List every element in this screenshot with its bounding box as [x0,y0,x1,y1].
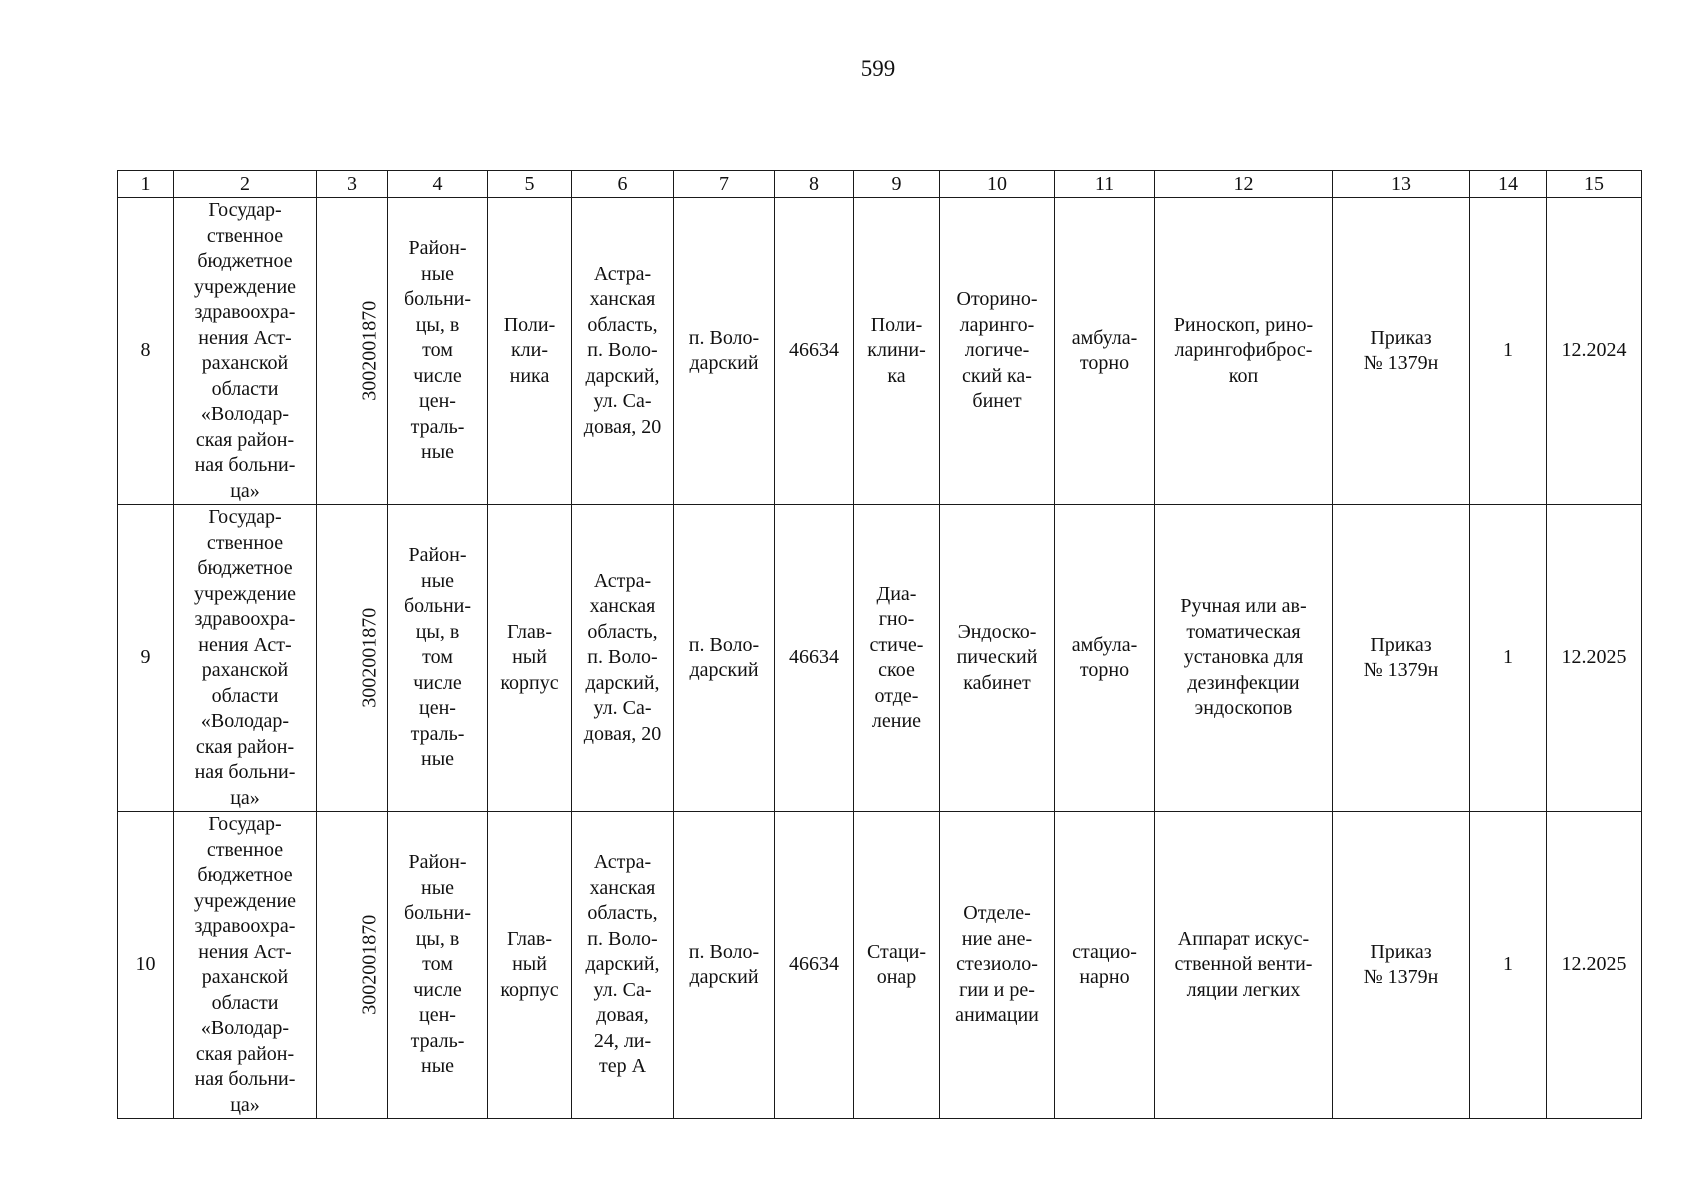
inn-code: 3002001870 [358,608,381,708]
care-form: амбула- торно [1071,326,1138,374]
equipment-name: Риноскоп, рино- ларингофиброс- коп [1173,313,1314,387]
column-header: 4 [388,171,488,198]
column-header: 2 [174,171,317,198]
inn-code: 3002001870 [358,915,381,1015]
address: Астра- ханская область, п. Воло- дарский, ул. Са- довая, 20 [583,569,662,745]
organization-name: Государ- ственное бюджетное учреждение здравоохра- нения Аст- раханской области «Володар- ская район- ная больни- ца» [193,199,297,502]
locality: п. Воло- дарский [688,940,760,988]
building-name: Глав- ный корпус [500,927,559,1001]
equipment-name: Аппарат искус- ственной венти- ляции легких [1174,927,1313,1001]
column-header: 11 [1055,171,1155,198]
quantity: 1 [1470,198,1547,505]
department-name: Эндоско- пический кабинет [956,620,1038,694]
equipment-name: Ручная или ав- томатическая установка для дезинфекции эндоскопов [1180,595,1307,720]
order-reference: Приказ № 1379н [1363,940,1439,988]
address: Астра- ханская область, п. Воло- дарский, ул. Са- довая, 24, ли- тер А [585,851,660,1078]
organization-type: Район- ные больни- цы, в том числе цен- траль- ные [403,237,472,464]
building-name: Поли- кли- ника [503,313,556,387]
column-header: 13 [1333,171,1470,198]
column-header: 3 [317,171,388,198]
oktmo-code: 46634 [775,198,854,505]
unit-name: Поли- клини- ка [867,313,926,387]
column-header: 15 [1547,171,1642,198]
column-header: 9 [854,171,940,198]
inn-code: 3002001870 [358,301,381,401]
column-header: 8 [775,171,854,198]
building-name: Глав- ный корпус [500,620,559,694]
quantity: 1 [1470,812,1547,1119]
equipment-table [117,170,1642,1119]
care-form: амбула- торно [1071,633,1138,681]
department-name: Оторино- ларинго- логиче- ский ка- бинет [956,288,1038,413]
delivery-date: 12.2025 [1547,812,1642,1119]
column-header: 5 [488,171,572,198]
column-header: 12 [1155,171,1333,198]
page-number: 599 [860,56,896,81]
delivery-date: 12.2025 [1547,505,1642,812]
column-header: 10 [940,171,1055,198]
locality: п. Воло- дарский [688,326,760,374]
unit-name: Диа- гно- стиче- ское отде- ление [869,582,924,732]
column-number-row [118,171,1642,198]
address: Астра- ханская область, п. Воло- дарский, ул. Са- довая, 20 [583,262,662,438]
row-number: 10 [118,812,174,1119]
department-name: Отделе- ние ане- стезиоло- гии и ре- анимации [955,902,1039,1027]
locality: п. Воло- дарский [688,633,760,681]
care-form: стацио- нарно [1072,940,1137,988]
organization-name: Государ- ственное бюджетное учреждение здравоохра- нения Аст- раханской области «Володар- ская район- ная больни- ца» [193,813,297,1116]
oktmo-code: 46634 [775,812,854,1119]
quantity: 1 [1470,505,1547,812]
table-row [118,505,1642,812]
organization-type: Район- ные больни- цы, в том числе цен- траль- ные [403,851,472,1078]
column-header: 14 [1470,171,1547,198]
table-row [118,812,1642,1119]
row-number: 9 [118,505,174,812]
organization-type: Район- ные больни- цы, в том числе цен- траль- ные [403,544,472,771]
organization-name: Государ- ственное бюджетное учреждение здравоохра- нения Аст- раханской области «Володар- ская район- ная больни- ца» [193,506,297,809]
order-reference: Приказ № 1379н [1363,326,1439,374]
column-header: 7 [674,171,775,198]
unit-name: Стаци- онар [866,940,926,988]
column-header: 1 [118,171,174,198]
oktmo-code: 46634 [775,505,854,812]
order-reference: Приказ № 1379н [1363,633,1439,681]
delivery-date: 12.2024 [1547,198,1642,505]
row-number: 8 [118,198,174,505]
column-header: 6 [572,171,674,198]
table-row [118,198,1642,505]
